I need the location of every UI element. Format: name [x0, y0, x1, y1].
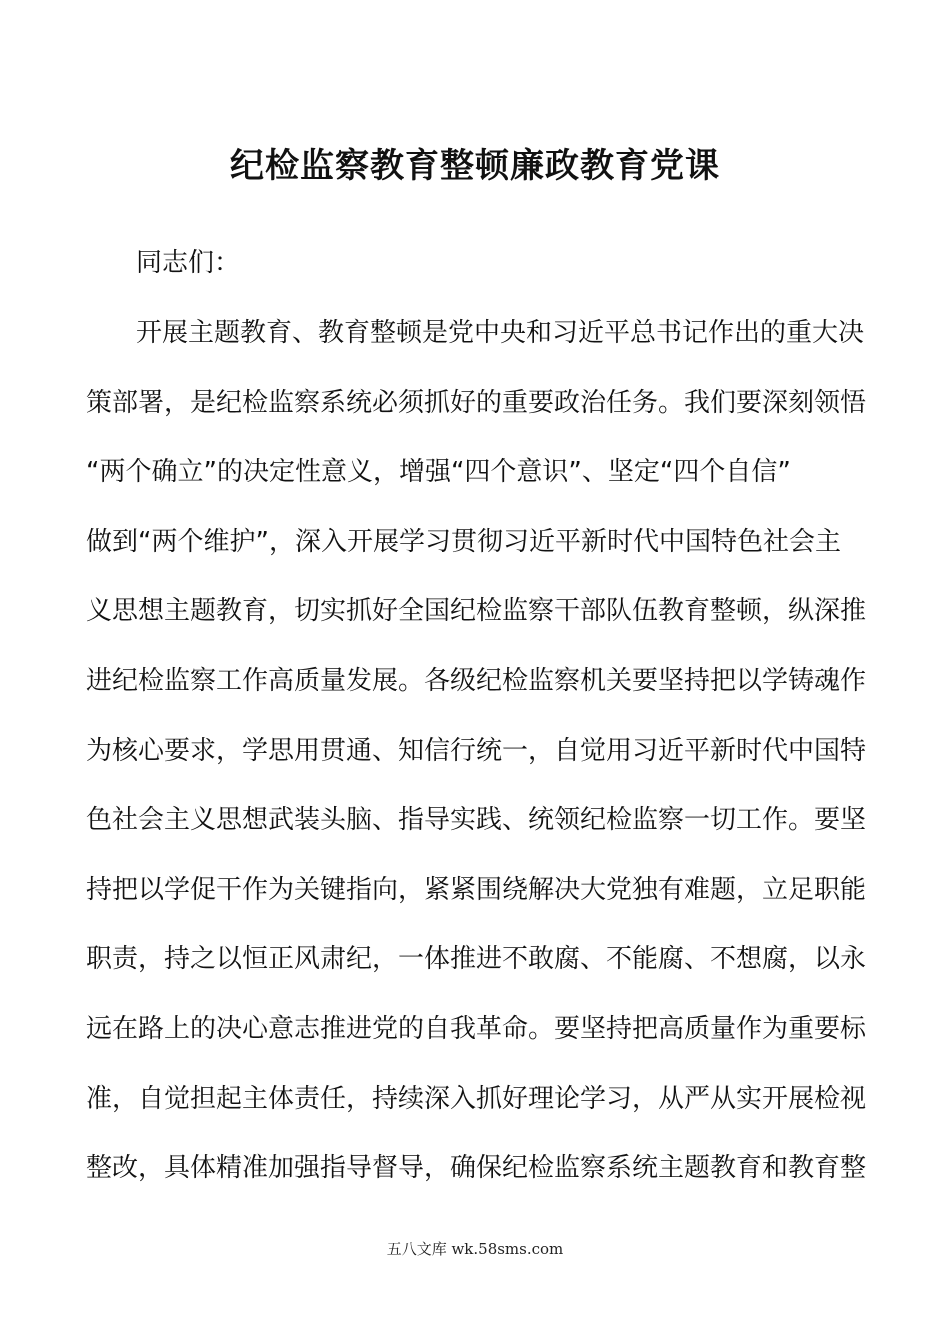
body-line: 进纪检监察工作高质量发展。各级纪检监察机关要坚持把以学铸魂作 — [86, 665, 866, 696]
body-line: 开展主题教育、教育整顿是党中央和习近平总书记作出的重大决 — [136, 318, 865, 348]
body-line: 策部署，是纪检监察系统必须抓好的重要政治任务。我们要深刻领悟 — [86, 387, 866, 418]
body-paragraph — [86, 310, 866, 1215]
body-line: “两个确立”的决定性意义，增强“四个意识”、坚定“四个自信” — [86, 457, 791, 488]
body-line: 远在路上的决心意志推进党的自我革命。要坚持把高质量作为重要标 — [86, 1013, 866, 1044]
body-line: 做到“两个维护”，深入开展学习贯彻习近平新时代中国特色社会主 — [86, 526, 841, 557]
body-line: 持把以学促干作为关键指向，紧紧围绕解决大党独有难题，立足职能 — [86, 874, 866, 905]
body-line: 准，自觉担起主体责任，持续深入抓好理论学习，从严从实开展检视 — [86, 1083, 866, 1114]
body-line: 义思想主题教育，切实抓好全国纪检监察干部队伍教育整顿，纵深推 — [86, 596, 866, 627]
document-title: 纪检监察教育整顿廉政教育党课 — [230, 146, 720, 186]
body-line: 为核心要求，学思用贯通、知信行统一，自觉用习近平新时代中国特 — [86, 735, 866, 766]
body-line: 色社会主义思想武装头脑、指导实践、统领纪检监察一切工作。要坚 — [86, 805, 866, 836]
footer-watermark: 五八文库 wk.58sms.com — [386, 1240, 564, 1258]
body-line: 职责，持之以恒正风肃纪，一体推进不敢腐、不能腐、不想腐，以永 — [86, 944, 866, 975]
body-line: 整改，具体精准加强指导督导，确保纪检监察系统主题教育和教育整 — [86, 1153, 866, 1184]
salutation: 同志们： — [136, 248, 241, 278]
